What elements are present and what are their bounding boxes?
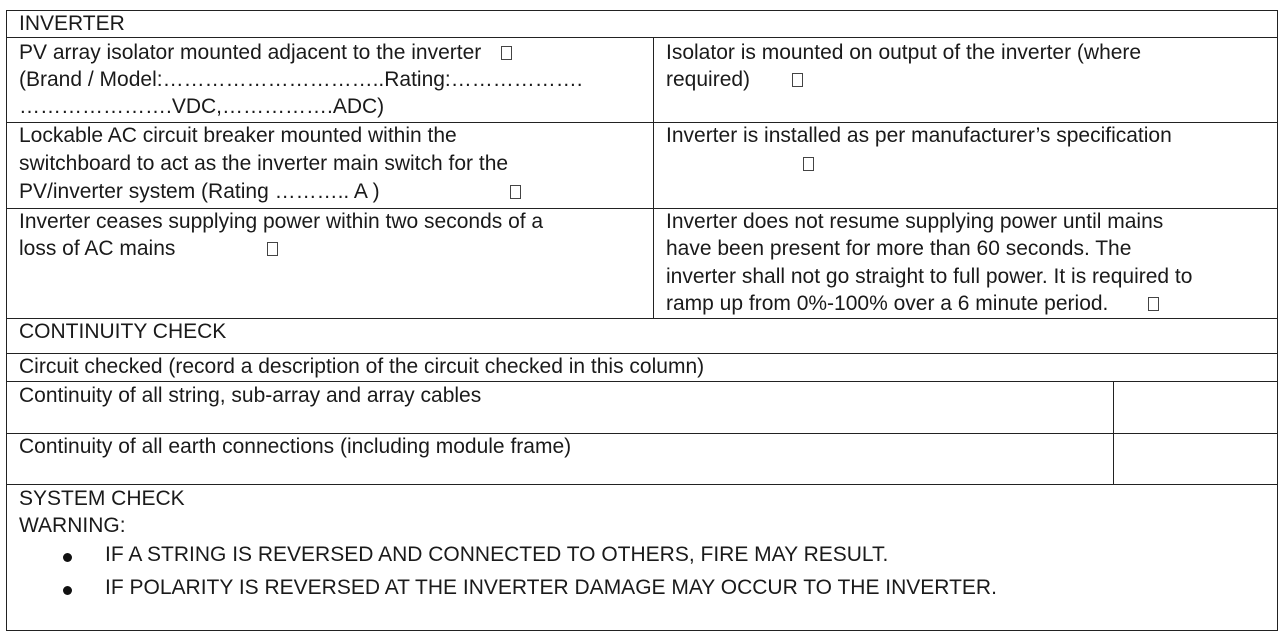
row2-right-line1: Inverter is installed as per manufacturer’s specification: [666, 124, 1172, 147]
row1-left-line3: ………………….VDC,…………….ADC): [19, 95, 385, 118]
checkbox[interactable]: [501, 46, 512, 60]
checkbox[interactable]: [267, 242, 278, 256]
row2-left-line1: Lockable AC circuit breaker mounted within the: [19, 124, 457, 147]
row1-left-line1: PV array isolator mounted adjacent to the inverter: [19, 39, 512, 67]
row1-right-line2: required): [666, 66, 803, 94]
bullet-dot: [63, 586, 72, 595]
bullet-dot: [63, 553, 72, 562]
column-divider: [653, 37, 654, 318]
warning-label: WARNING:: [19, 514, 126, 537]
row1-right-line1: Isolator is mounted on output of the inverter (where: [666, 41, 1142, 64]
row3-right-line1: Inverter does not resume supplying power until mains: [666, 210, 1164, 233]
checkbox[interactable]: [510, 185, 521, 199]
row3-left-line1: Inverter ceases supplying power within two seconds of a: [19, 210, 544, 233]
continuity-heading: CONTINUITY CHECK: [19, 320, 227, 343]
row3-right-line3: inverter shall not go straight to full power. It is required to: [666, 265, 1193, 288]
checkbox[interactable]: [803, 157, 814, 171]
checkbox[interactable]: [1148, 297, 1159, 311]
row3-right-line2: have been present for more than 60 seconds. The: [666, 237, 1132, 260]
inverter-heading: INVERTER: [19, 12, 125, 35]
row2-left-line3: PV/inverter system (Rating ……….. A ): [19, 178, 521, 206]
column-divider: [1113, 381, 1114, 484]
checkbox[interactable]: [792, 73, 803, 87]
system-heading: SYSTEM CHECK: [19, 487, 185, 510]
row2-left-line2: switchboard to act as the inverter main switch for the: [19, 152, 509, 175]
continuity-header-row: Circuit checked (record a description of the circuit checked in this column): [19, 355, 705, 378]
warning-item: IF POLARITY IS REVERSED AT THE INVERTER DAMAGE MAY OCCUR TO THE INVERTER.: [105, 576, 997, 599]
row3-right-line4: ramp up from 0%-100% over a 6 minute period.: [666, 290, 1159, 318]
row-divider: [7, 37, 1277, 38]
row-divider: [7, 484, 1277, 485]
row3-left-line2: loss of AC mains: [19, 235, 278, 263]
warning-item: IF A STRING IS REVERSED AND CONNECTED TO OTHERS, FIRE MAY RESULT.: [105, 543, 889, 566]
continuity-row: Continuity of all earth connections (including module frame): [19, 435, 572, 458]
row1-left-line2: (Brand / Model:…………………………..Rating:……………….: [19, 68, 583, 91]
continuity-row: Continuity of all string, sub-array and array cables: [19, 384, 482, 407]
